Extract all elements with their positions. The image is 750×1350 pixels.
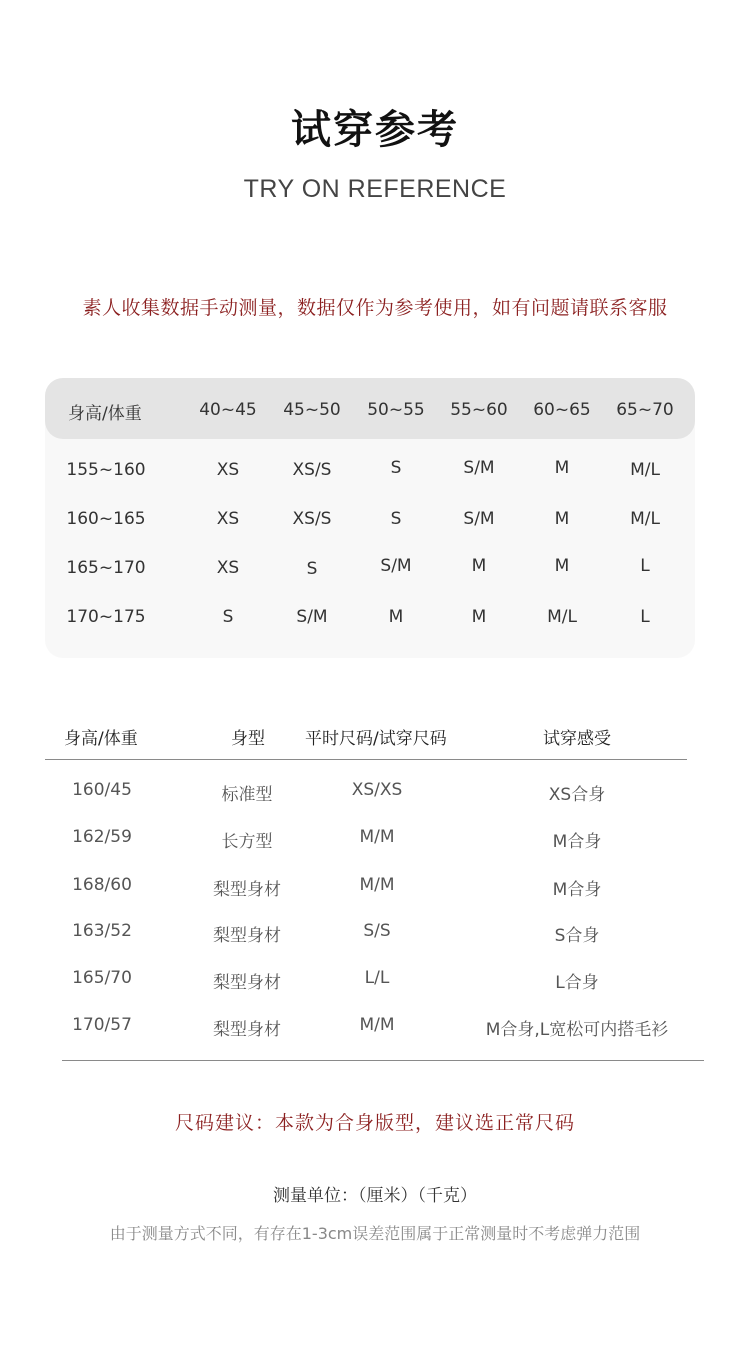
tryon-cell: S合身 <box>554 926 600 946</box>
tryon-cell: 梨型身材 <box>213 926 281 946</box>
tryon-cell: M/M <box>359 1015 395 1035</box>
tryon-cell: M合身 <box>552 880 602 900</box>
tryon-cell: M合身,L宽松可内搭毛衫 <box>485 1020 669 1040</box>
weight-header: 50~55 <box>367 400 425 420</box>
size-chart <box>45 378 695 658</box>
tryon-header-cell: 试穿感受 <box>543 729 611 749</box>
size-cell: M <box>471 556 487 576</box>
tryon-cell: 170/57 <box>72 1015 132 1035</box>
header-divider <box>45 759 687 760</box>
height-label: 170~175 <box>66 607 146 627</box>
size-cell: XS <box>216 509 240 529</box>
tryon-cell: 梨型身材 <box>213 1020 281 1040</box>
tryon-cell: 165/70 <box>72 968 132 988</box>
tryon-header-cell: 平时尺码/试穿尺码 <box>305 729 447 749</box>
height-label: 155~160 <box>66 460 146 480</box>
size-cell: S/M <box>463 509 495 529</box>
table-bottom-divider <box>62 1060 704 1061</box>
measurement-unit: 测量单位：（厘米）（千克） <box>273 1186 477 1206</box>
size-cell: S <box>390 458 402 478</box>
tryon-header-cell: 身型 <box>231 729 265 749</box>
tryon-cell: M/M <box>359 875 395 895</box>
height-label: 160~165 <box>66 509 146 529</box>
tryon-cell: L合身 <box>555 973 599 993</box>
size-chart-corner: 身高/体重 <box>68 404 142 424</box>
size-cell: M/L <box>547 607 577 627</box>
tryon-cell: XS/XS <box>351 780 403 800</box>
size-cell: S <box>306 559 318 579</box>
weight-header: 60~65 <box>533 400 591 420</box>
size-cell: XS/S <box>292 460 332 480</box>
tryon-cell: XS合身 <box>548 785 606 805</box>
size-cell: M/L <box>630 460 660 480</box>
size-cell: M/L <box>630 509 660 529</box>
tryon-cell: 168/60 <box>72 875 132 895</box>
tryon-cell: 163/52 <box>72 921 132 941</box>
size-cell: XS <box>216 460 240 480</box>
page-subtitle: TRY ON REFERENCE <box>243 175 507 203</box>
tryon-cell: 梨型身材 <box>213 973 281 993</box>
size-cell: S <box>222 607 234 627</box>
weight-header: 45~50 <box>283 400 341 420</box>
height-label: 165~170 <box>66 558 146 578</box>
size-cell: S/M <box>380 556 412 576</box>
tryon-cell: M合身 <box>552 832 602 852</box>
size-cell: XS/S <box>292 509 332 529</box>
size-cell: L <box>640 556 650 576</box>
tryon-cell: M/M <box>359 827 395 847</box>
tryon-cell: 162/59 <box>72 827 132 847</box>
tryon-cell: 长方型 <box>221 832 273 852</box>
tryon-cell: 160/45 <box>72 780 132 800</box>
size-cell: S/M <box>463 458 495 478</box>
tryon-cell: 标准型 <box>221 785 273 805</box>
size-cell: M <box>554 556 570 576</box>
size-cell: M <box>388 607 404 627</box>
tryon-cell: L/L <box>364 968 390 988</box>
tryon-cell: 梨型身材 <box>213 880 281 900</box>
weight-header: 55~60 <box>450 400 508 420</box>
size-cell: M <box>554 509 570 529</box>
size-cell: M <box>471 607 487 627</box>
size-cell: M <box>554 458 570 478</box>
measurement-notice: 素人收集数据手动测量，数据仅作为参考使用，如有问题请联系客服 <box>82 297 668 319</box>
weight-header: 40~45 <box>199 400 257 420</box>
size-advice: 尺码建议：本款为合身版型，建议选正常尺码 <box>174 1112 575 1134</box>
weight-header: 65~70 <box>616 400 674 420</box>
tryon-header-cell: 身高/体重 <box>64 729 138 749</box>
size-cell: S/M <box>296 607 328 627</box>
size-cell: XS <box>216 558 240 578</box>
tryon-cell: S/S <box>363 921 391 941</box>
size-cell: S <box>390 509 402 529</box>
page-title: 试穿参考 <box>291 107 459 153</box>
size-cell: L <box>640 607 650 627</box>
error-footnote: 由于测量方式不同，有存在1-3cm误差范围属于正常测量时不考虑弹力范围 <box>109 1224 641 1243</box>
